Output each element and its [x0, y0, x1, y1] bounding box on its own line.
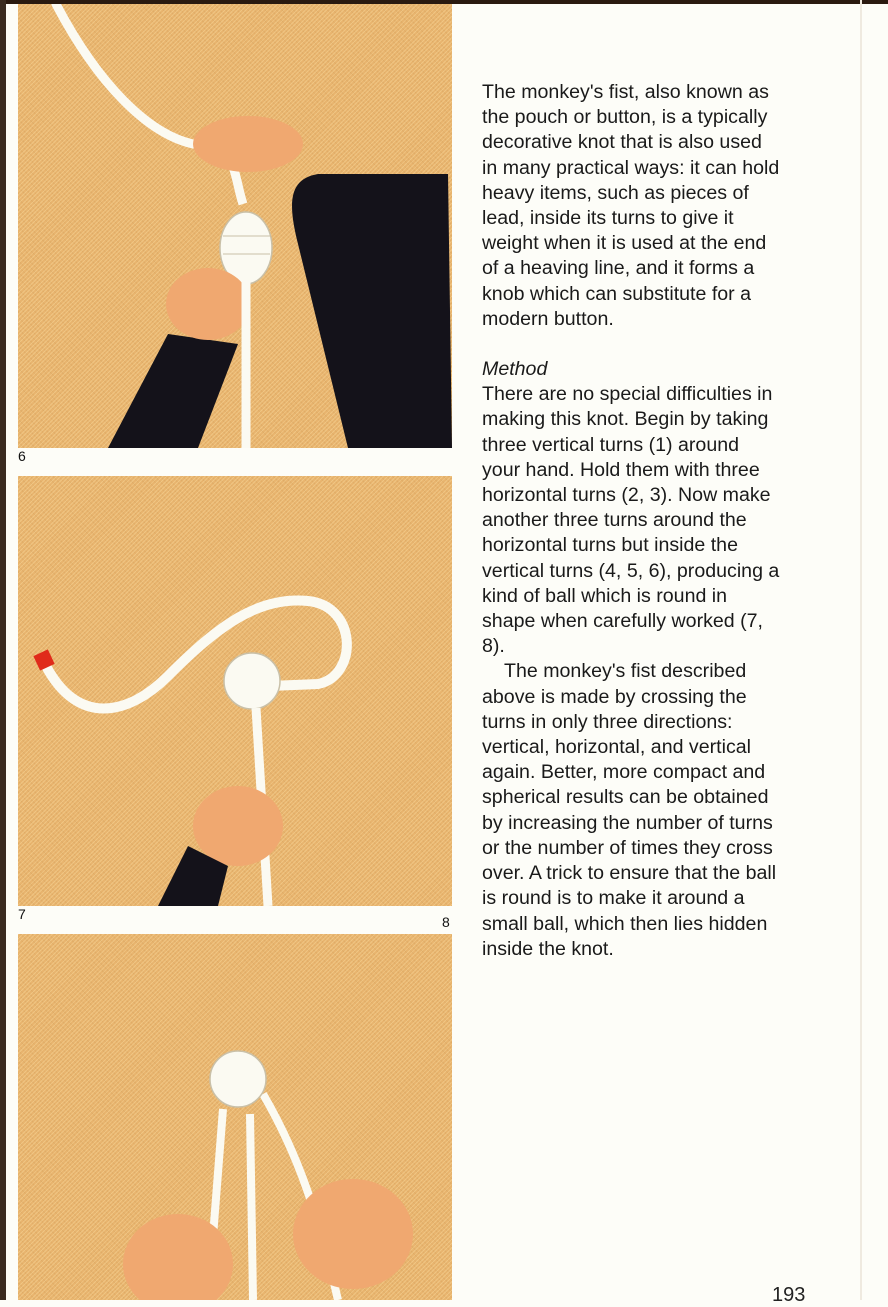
knot-step-7-illustration	[18, 476, 452, 906]
page-number: 193	[772, 1284, 806, 1306]
figure-label-8: 8	[442, 914, 450, 930]
knot-step-8-illustration	[18, 934, 452, 1300]
page-gutter	[860, 0, 862, 1300]
method-paragraph-1: There are no special difficulties in making this knot. Begin by taking three vertical turns (1) around your hand. Hold them with three horizontal turns (2, 3). Now make another three turns around the horizontal turns but inside the vertical turns (4, 5, 6), producing a kind of ball which is round in shape when carefully worked (7, 8).	[482, 383, 780, 658]
figure-8-photo	[18, 934, 452, 1300]
figure-7-photo	[18, 476, 452, 906]
knot-step-6-illustration	[18, 4, 452, 448]
figure-6-photo	[18, 4, 452, 448]
page-left-edge	[0, 0, 6, 1300]
figure-label-7: 7	[18, 906, 26, 922]
method-paragraph-2: The monkey's fist described above is made by crossing the turns in only three directions: vertical, horizontal, and vertical again. Better, more compact and spherical results can be obtained by increasing the number of turns or the number of times they cross over. A trick to ensure that the ball is round is to make it around a small ball, which then lies hidden inside the knot.	[482, 660, 777, 960]
figure-label-6: 6	[18, 448, 26, 464]
body-text-column	[482, 80, 782, 962]
intro-paragraph: The monkey's fist, also known as the pouch or button, is a typically decorative knot that is also used in many practical ways: it can hold heavy items, such as pieces of lead, inside its turns to give it weight when it is used at the end of a heaving line, and it forms a knob which can substitute for a modern button.	[482, 81, 780, 330]
method-heading: Method	[482, 358, 548, 381]
